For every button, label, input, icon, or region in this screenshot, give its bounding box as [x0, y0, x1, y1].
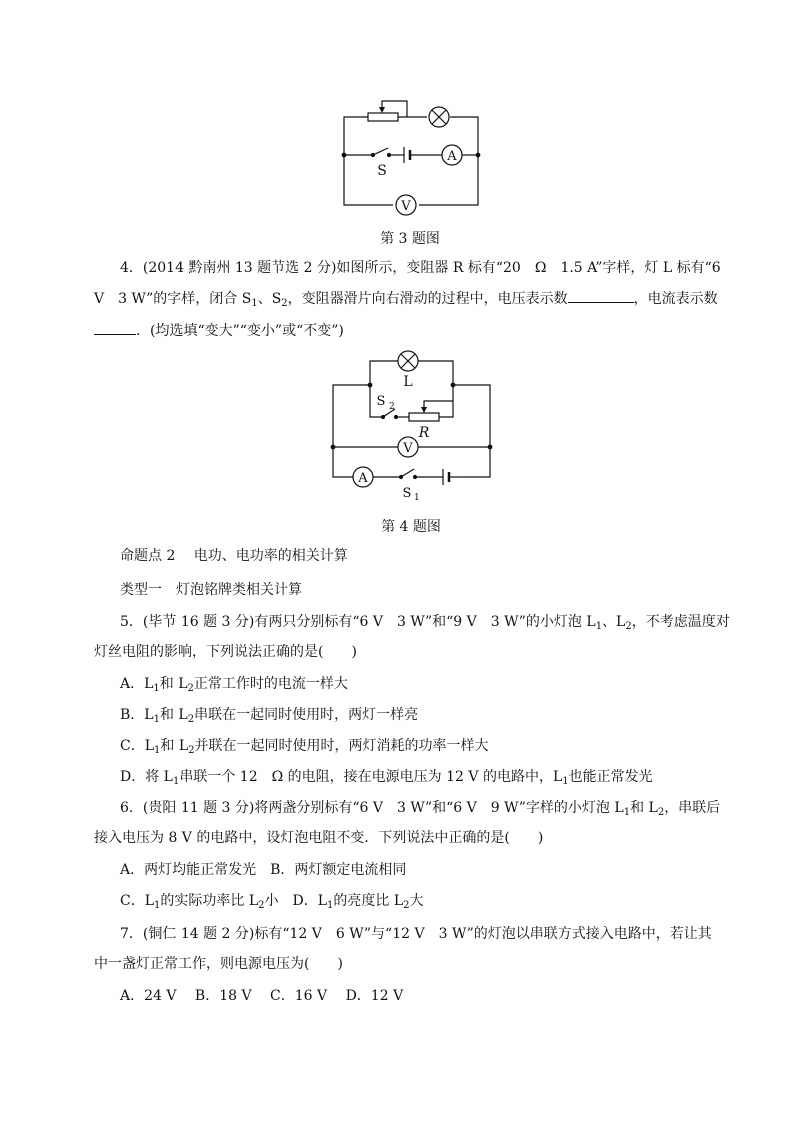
q4-line-1: 4．(2014 黔南州 13 题节选 2 分)如图所示，变阻器 R 标有“20 Ω 1.5 A”字样，灯 L 标有“6: [120, 260, 721, 276]
q5-option-d[interactable]: D．将 $L_1$串联一个 12 Ω 的电阻，接在电源电压为 12 V 的电路中，$L_1$也能正常发光: [120, 769, 653, 787]
q4-line-2: V 3 W”的字样，闭合 $S_1$、$S_2$，变阻器滑片向右滑动的过程中，电压表示数 ，电流表示数: [94, 288, 718, 309]
switch-1-icon: [401, 469, 414, 477]
q6-line-2: 接入电压为 8 V 的电路中，设灯泡电阻不变．下列说法中正确的是( ): [94, 830, 544, 846]
q4-line-3: ．(均选填“变大”“变小”或“不变”): [94, 320, 344, 341]
q7-options[interactable]: A．24 V B．18 V C．16 V D．12 V: [120, 988, 404, 1004]
lamp-icon: [429, 107, 449, 127]
q7-line-1: 7．(铜仁 14 题 2 分)标有“12 V 6 W”与“12 V 3 W”的灯泡以串联方式接入电路中，若让其: [120, 926, 712, 942]
q6-options-cd[interactable]: C．$L_1$的实际功率比 $L_2$小 D．$L_1$的亮度比 $L_2$大: [120, 893, 424, 911]
type-heading: 类型一 灯泡铭牌类相关计算: [120, 582, 302, 598]
q7-line-2: 中一盏灯正常工作，则电源电压为( ): [94, 956, 343, 972]
q5-option-b[interactable]: B．$L_1$和 $L_2$串联在一起同时使用时，两灯一样亮: [120, 707, 419, 725]
section-heading: 命题点 2 电功、电功率的相关计算: [120, 548, 348, 564]
ammeter-label: A: [447, 149, 457, 164]
q5-option-c[interactable]: C．$L_1$和 $L_2$并联在一起同时使用时，两灯消耗的功率一样大: [120, 738, 489, 756]
switch-2-label: S: [376, 394, 386, 409]
ammeter-label: A: [358, 471, 368, 486]
voltmeter-label: V: [401, 199, 411, 214]
q5-option-a[interactable]: A．$L_1$和 $L_2$正常工作时的电流一样大: [120, 676, 348, 694]
q5-line-2: 灯丝电阻的影响，下列说法正确的是( ): [94, 644, 357, 660]
figure-3-caption: 第 3 题图: [380, 231, 440, 247]
answer-blank-current[interactable]: [94, 320, 136, 335]
answer-blank-voltage[interactable]: [568, 288, 634, 303]
figure-4-caption: 第 4 题图: [381, 519, 441, 535]
switch-icon: [373, 148, 388, 155]
switch-2-subscript: 2: [389, 402, 395, 412]
figure-3-circuit: [330, 95, 490, 220]
rheostat-icon: [409, 413, 439, 421]
rheostat-icon: [368, 113, 398, 121]
lamp-label: L: [403, 374, 413, 390]
switch-1-label: S: [402, 486, 412, 500]
voltmeter-label: V: [403, 441, 413, 456]
q6-line-1: 6．(贵阳 11 题 3 分)将两盏分别标有“6 V 3 W”和“6 V 9 W”字样的小灯泡 $L_1$和 $L_2$，串联后: [120, 800, 721, 818]
q5-line-1: 5．(毕节 16 题 3 分)有两只分别标有“6 V 3 W”和“9 V 3 W”的小灯泡 $L_1$、$L_2$，不考虑温度对: [120, 614, 730, 632]
rheostat-label: R: [418, 425, 430, 441]
lamp-icon: [398, 351, 418, 371]
switch-label: S: [377, 163, 387, 179]
figure-4-circuit: [325, 345, 495, 500]
switch-1-subscript: 1: [414, 493, 420, 500]
q6-options-ab[interactable]: A．两灯均能正常发光 B．两灯额定电流相同: [120, 862, 407, 878]
